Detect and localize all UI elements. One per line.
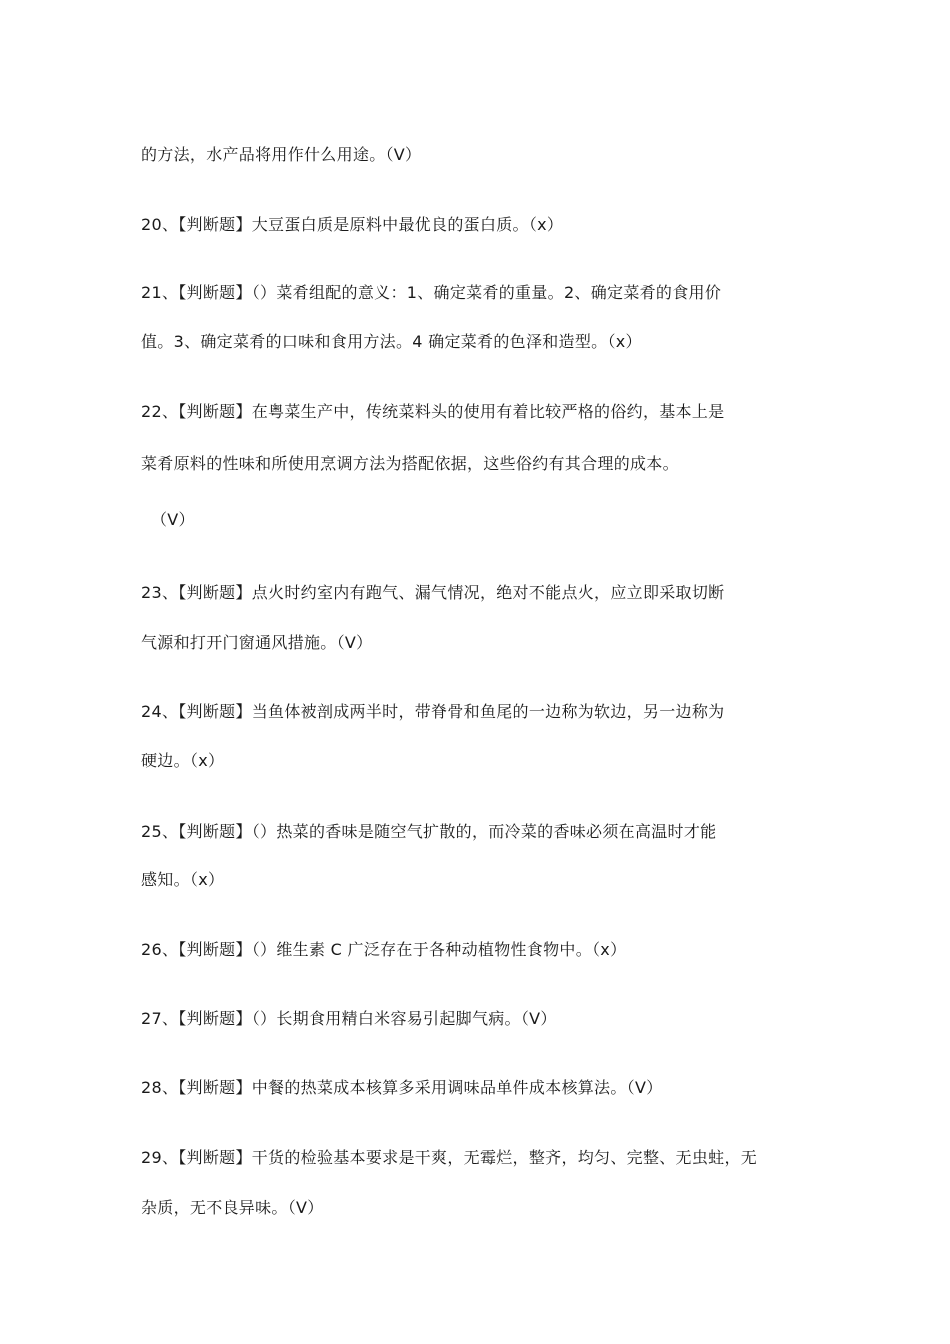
question-28: 28、【判断题】中餐的热菜成本核算多采用调味品单件成本核算法。（V） — [141, 1078, 663, 1097]
question-26: 26、【判断题】（）维生素 C 广泛存在于各种动植物性食物中。（x） — [141, 940, 627, 959]
question-29-line-1: 29、【判断题】干货的检验基本要求是干爽，无霉烂，整齐，均匀、完整、无虫蛀，无 — [141, 1148, 758, 1167]
question-22-answer: （V） — [151, 510, 195, 529]
question-22-line-2: 菜肴原料的性味和所使用烹调方法为搭配依据，这些俗约有其合理的成本。 — [141, 454, 679, 473]
question-21-line-1: 21、【判断题】（）菜肴组配的意义：1、确定菜肴的重量。2、确定菜肴的食用价 — [141, 283, 722, 302]
question-24-line-2: 硬边。（x） — [141, 751, 225, 770]
question-21-line-2: 值。3、确定菜肴的口味和食用方法。4 确定菜肴的色泽和造型。（x） — [141, 332, 642, 351]
question-24-line-1: 24、【判断题】当鱼体被剖成两半时，带脊骨和鱼尾的一边称为软边，另一边称为 — [141, 702, 725, 721]
question-25-line-2: 感知。（x） — [141, 870, 225, 889]
question-25-line-1: 25、【判断题】（）热菜的香味是随空气扩散的，而冷菜的香味必须在高温时才能 — [141, 822, 717, 841]
text-line: 的方法，水产品将用作什么用途。（V） — [141, 145, 422, 164]
question-23-line-1: 23、【判断题】点火时约室内有跑气、漏气情况，绝对不能点火，应立即采取切断 — [141, 583, 725, 602]
question-23-line-2: 气源和打开门窗通风措施。（V） — [141, 633, 373, 652]
question-29-line-2: 杂质，无不良异味。（V） — [141, 1198, 324, 1217]
question-22-line-1: 22、【判断题】在粤菜生产中，传统菜料头的使用有着比较严格的俗约，基本上是 — [141, 402, 725, 421]
question-27: 27、【判断题】（）长期食用精白米容易引起脚气病。（V） — [141, 1009, 557, 1028]
question-20: 20、【判断题】大豆蛋白质是原料中最优良的蛋白质。（x） — [141, 215, 564, 234]
